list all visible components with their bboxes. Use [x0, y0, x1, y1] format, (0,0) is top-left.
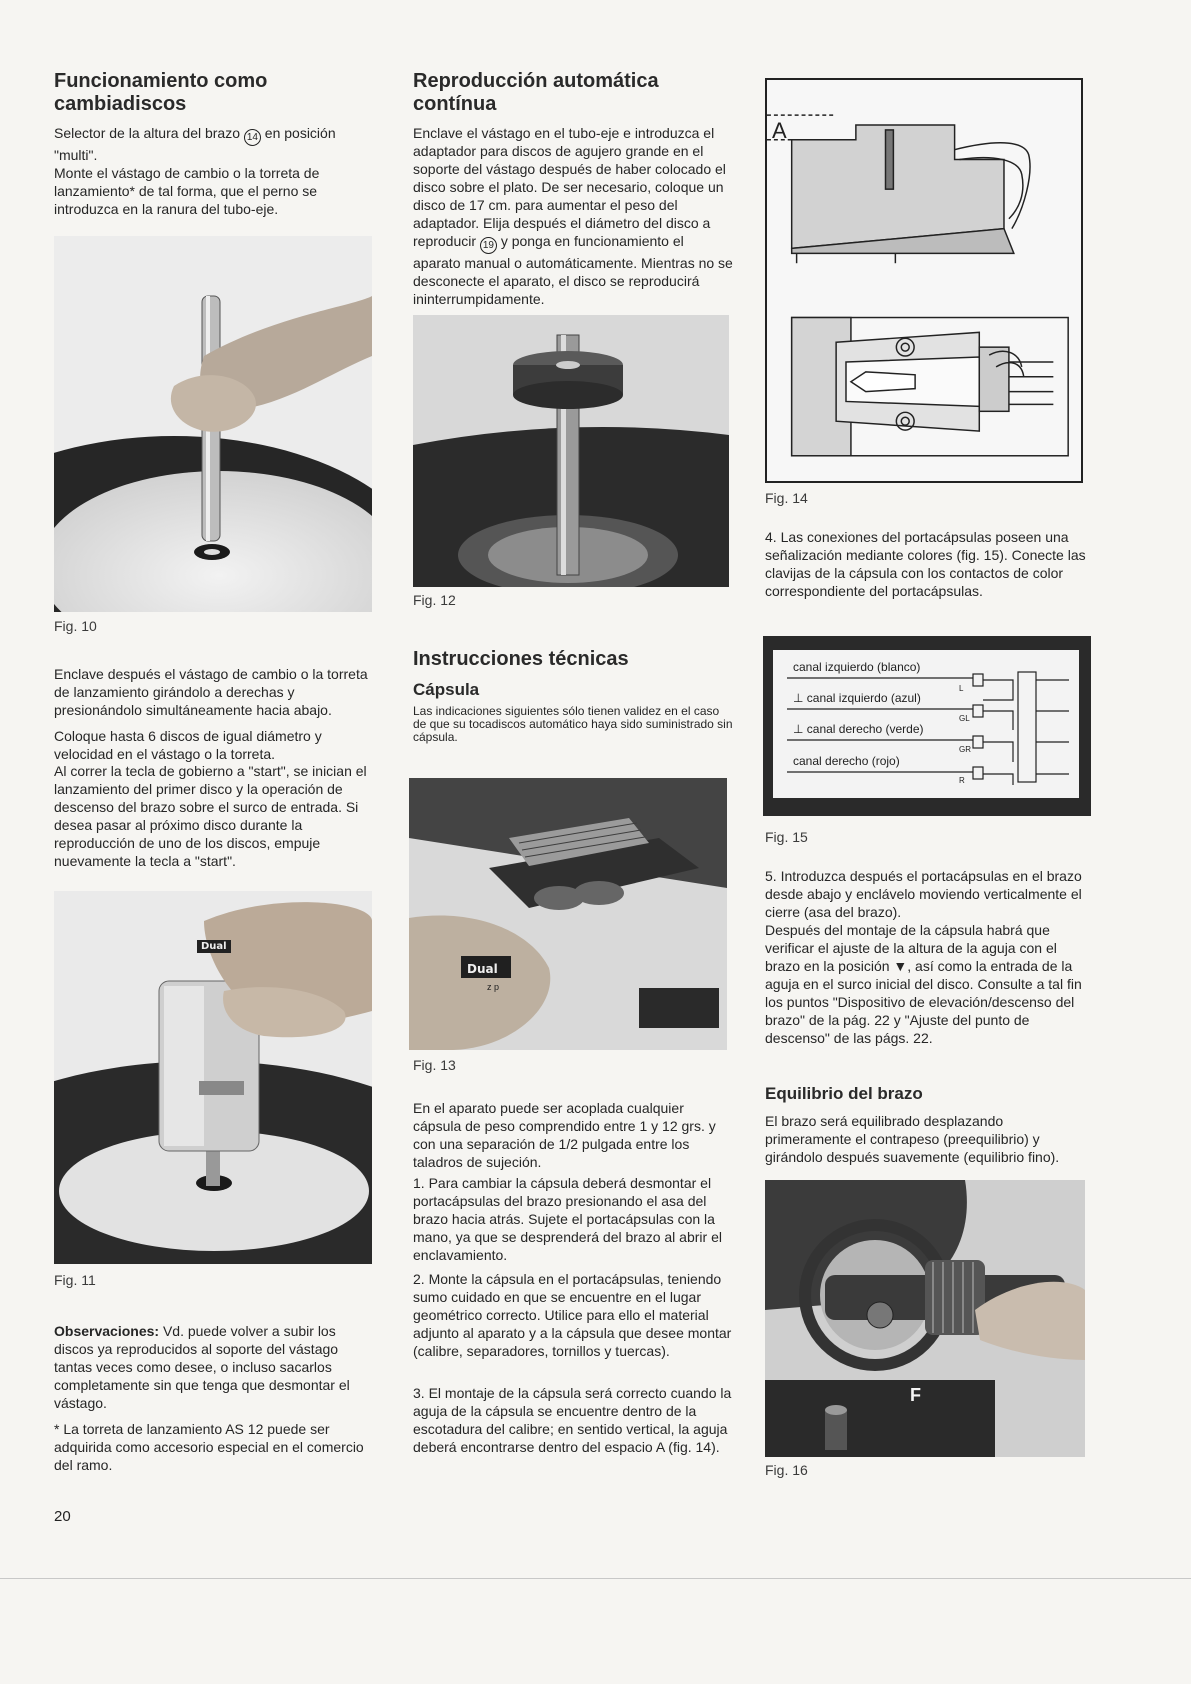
paragraph-lock-spindle: Enclave después el vástago de cambio o la torreta de lanzamiento girándolo a derechas y presionándolo simultáneamente hacia abajo.: [54, 666, 368, 718]
paragraph-balance: El brazo será equilibrado desplazando primeramente el contrapeso (preequilibrio) y girándolo después suavemente (equilibrio fino).: [765, 1113, 1060, 1165]
figure-13-photo: [409, 778, 727, 1050]
text: Selector de la altura del brazo: [54, 125, 240, 141]
text: , así como la entrada de la aguja en el surco inicial del disco. Consulte a tal fin los puntos "Dispositivo de elevación/descenso del brazo" de la pág. 22 y "Ajuste del punto de descenso" de las págs. 22.: [765, 958, 1082, 1046]
text: y ponga en funcionamiento el aparato manual o automáticamente. Mientras no se desconecte el aparato, el disco se reproducirá ininterrumpidamente.: [413, 233, 733, 307]
dual-logo-badge: Dual: [467, 962, 498, 976]
figure-15-wiring-diagram: [763, 636, 1091, 816]
paragraph-start-key: Al correr la tecla de gobierno a "start", se inician el lanzamiento del primer disco y la operación de descenso del brazo sobre el surco de entrada. Si desea pasar al próximo disco durante la reproducción de uno de los discos, empuje nuevamente la tecla a "start".: [54, 763, 367, 869]
figure-13-caption: Fig. 13: [413, 1057, 456, 1073]
wire-label-left-blue: ⊥ canal izquierdo (azul): [793, 691, 921, 705]
paragraph-cartridge-note: Las indicaciones siguientes sólo tienen validez en el caso de que su tocadiscos automático haya sido suministrado sin cápsula.: [413, 704, 733, 744]
text: Después del montaje de la cápsula habrá que verificar el ajuste de la altura de la aguja con el brazo en la posición: [765, 922, 1057, 974]
paragraph-step-2: 2. Monte la cápsula en el portacápsulas, teniendo sumo cuidado en que se encuentre en el lugar geométrico correcto. Utilice para ello el material adjunto al aparato y a la cápsula que desee montar (calibre, separadores, tornillos y tuercas).: [413, 1271, 732, 1359]
section-title-changer: Funcionamiento como cambiadiscos: [54, 70, 268, 115]
figure-11-caption: Fig. 11: [54, 1272, 96, 1288]
figure-16-caption: Fig. 16: [765, 1462, 808, 1478]
paragraph-step-1: 1. Para cambiar la cápsula deberá desmontar el portacápsulas del brazo presionando el asa del brazo hacia atrás. Sujete el portacápsulas con la mano, ya que se desprenderá del brazo al abrir el enclavamiento.: [413, 1175, 722, 1263]
paragraph-footnote: * La torreta de lanzamiento AS 12 puede ser adquirida como accesorio especial en el comercio del ramo.: [54, 1421, 364, 1473]
dual-logo-badge: Dual: [197, 940, 231, 953]
control-number-14: 14: [244, 129, 261, 146]
observations-text: Vd. puede volver a subir los discos ya reproducidos al soporte del vástago tantas veces como desee, o incluso sacarlos completamente sin que tenga que desmontar el vástago.: [54, 1323, 350, 1411]
space-label-A: A: [772, 118, 787, 143]
text: Monte el vástago de cambio o la torreta de lanzamiento* de tal forma, que el perno se introduzca en la ranura del tubo-eje.: [54, 165, 320, 217]
observations-label: Observaciones:: [54, 1323, 160, 1339]
figure-10-caption: Fig. 10: [54, 618, 97, 634]
figure-14-diagram: [765, 78, 1083, 483]
text: en posición "multi".: [54, 125, 336, 163]
wire-code-GR: GR: [959, 745, 971, 754]
cartridge-marking: z p: [487, 982, 500, 992]
page-bottom-edge: [0, 1578, 1191, 1579]
arm-position-symbol: ▼: [893, 958, 908, 974]
paragraph-observations: [54, 1322, 379, 1412]
wiring-lines: [773, 650, 1079, 798]
paragraph-step-3: 3. El montaje de la cápsula será correcto cuando la aguja de la cápsula se encuentre dentro de la escotadura del calibre; en sentido vertical, la aguja deberá encontrarse dentro del espacio A (fig. 14).: [413, 1385, 732, 1455]
subsection-title-balance: Equilibrio del brazo: [765, 1084, 923, 1103]
wiring-panel: [773, 650, 1079, 798]
figure-12-illustration: [413, 315, 729, 587]
paragraph-step-5: 5. Introduzca después el portacápsulas en el brazo desde abajo y enclávelo moviendo verticalmente el cierre (asa del brazo).: [765, 868, 1082, 920]
page-number: 20: [54, 1508, 71, 1525]
control-number-19: 19: [480, 237, 497, 254]
adjustment-label-F: F: [910, 1385, 921, 1405]
paragraph-selector: [54, 124, 379, 218]
figure-10-photo: [54, 236, 372, 612]
wire-label-right-green: ⊥ canal derecho (verde): [793, 722, 924, 736]
figure-12-caption: Fig. 12: [413, 592, 456, 608]
wire-label-right-red: canal derecho (rojo): [793, 754, 900, 768]
paragraph-height-check: [765, 921, 1090, 1047]
text: Enclave el vástago en el tubo-eje e introduzca el adaptador para discos de agujero grande en el soporte del vástago después de haber colocado el disco sobre el plato. De ser necesario, coloque un disco de 17 cm. para aumentar el peso del adaptador. Elija después el diámetro del disco a reproducir: [413, 125, 726, 249]
figure-11-photo: [54, 891, 372, 1264]
wire-code-L: L: [959, 684, 964, 693]
paragraph-adapter: [413, 124, 735, 308]
section-title-technical: Instrucciones técnicas: [413, 648, 629, 670]
figure-15-caption: Fig. 15: [765, 829, 808, 845]
figure-16-illustration: [765, 1180, 1085, 1457]
section-title-autoplay: Reproducción automática contínua: [413, 70, 659, 115]
paragraph-step-4: 4. Las conexiones del portacápsulas poseen una señalización mediante colores (fig. 15). Conecte las clavijas de la cápsula con los contactos de color correspondiente del portacápsulas.: [765, 529, 1086, 599]
wire-code-GL: GL: [959, 714, 970, 723]
wire-label-left-white: canal izquierdo (blanco): [793, 660, 921, 674]
figure-12-photo: [413, 315, 729, 587]
subsection-title-cartridge: Cápsula: [413, 680, 480, 699]
paragraph-cartridge-weight: En el aparato puede ser acoplada cualquier cápsula de peso comprendido entre 1 y 12 grs. y con una separación de 1/2 pulgada entre los taladros de sujeción.: [413, 1100, 716, 1170]
figure-13-illustration: [409, 778, 727, 1050]
figure-16-photo: [765, 1180, 1085, 1457]
figure-14-caption: Fig. 14: [765, 490, 808, 506]
wire-code-R: R: [959, 776, 965, 785]
figure-14-illustration: [767, 80, 1081, 481]
figure-10-illustration: [54, 236, 372, 612]
paragraph-stack-records: Coloque hasta 6 discos de igual diámetro y velocidad en el vástago o la torreta.: [54, 728, 322, 762]
